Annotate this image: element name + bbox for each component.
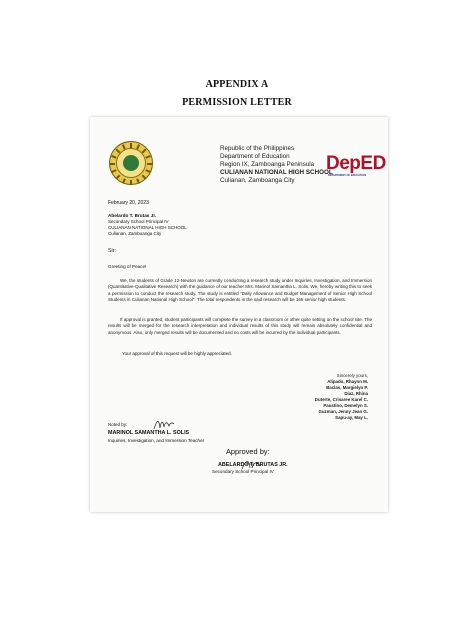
signatory-7: Sapu-ay, May L. [335, 415, 368, 420]
deped-logo-text: DepED [326, 153, 386, 174]
noted-by-title: Inquiries, Investigation, and Immersion Teacher [108, 438, 205, 443]
deped-logo-subtext: DEPARTMENT OF EDUCATION [328, 174, 367, 177]
letter-paragraph-2: If approval is granted, student participants will complete the survey in a classroom or other quite setting on the school site. The results will be merged for the research interpretation and individual results of this study will remain absolutely confidential and anonymous. Also, only merged results will be documented and no costs will be incurred by the individual participants. [108, 317, 372, 335]
letterhead-school: CULIANAN NATIONAL HIGH SCHOOL [220, 169, 333, 176]
seal-tick [122, 144, 126, 149]
seal-tick [115, 175, 120, 180]
signatory-3: Diaz, Rhina [344, 391, 368, 396]
seal-tick [136, 178, 140, 183]
sincerely-label: Sincerely yours, [336, 373, 368, 378]
scanned-letter [90, 117, 388, 512]
letterhead-republic: Republic of the Philippines [220, 145, 295, 152]
approved-by-label: Approved by: [226, 447, 270, 456]
signatory-6: Guzman, Jenny Jean G. [318, 409, 368, 414]
seal-tick [111, 169, 116, 173]
greeting: Greeting of Peace! [108, 264, 147, 269]
signatory-2: Baclas, Margielyn P. [326, 385, 368, 390]
seal-tick [145, 155, 150, 159]
seal-tick [115, 148, 120, 153]
letterhead-department: Department of Education [220, 153, 290, 160]
recipient-name: Abelardo T. Brutas Jr. [108, 213, 157, 218]
approved-by-name: ABELARDO T. BRUTAS JR. [218, 462, 288, 468]
letter-paragraph-1: We, the students of Grade 12-Newton are currently conducting a research study under Inquiries, Investigation, and Immersion (Quantitative-Qualitative Research) with the guidance of our teacher Mrs. Marinol Samantha L. Solis. We, hereby writing this to seek a permission to conduct the research study. The study is entitled "Daily Allowance and Budget Management of Senior High School Students in Culianan National High School". The total respondents in the said research will be 165 senior high students. [108, 278, 372, 302]
appendix-title: APPENDIX A [205, 79, 269, 90]
appendix-subtitle: PERMISSION LETTER [182, 97, 292, 108]
closing-line: Your approval of this request will be highly appreciated. [122, 351, 232, 356]
seal-tick [136, 144, 140, 149]
signatory-5: Paustino, Demelyn S. [323, 403, 368, 408]
seal-tick [111, 155, 116, 159]
recipient-title: Secondary School Principal IV [108, 219, 169, 224]
approved-by-title: Secondary School Principal IV [212, 469, 274, 474]
recipient-school: CULIANAN NATIONAL HIGH SCHOOL [108, 225, 187, 230]
seal-tick [145, 169, 150, 173]
seal-tick [110, 163, 115, 165]
letter-date: February 20, 2023 [108, 200, 149, 206]
letterhead-address: Culianan, Zamboanga City [220, 177, 295, 184]
signatory-4: Duterte, Crisaree Karel C. [314, 397, 368, 402]
seal-tick [142, 148, 147, 153]
seal-tick [142, 175, 147, 180]
school-seal-icon [109, 141, 153, 185]
signatory-1: Alipado, Rhaynn M. [327, 379, 368, 384]
letterhead-region: Region IX, Zamboanga Peninsula [220, 161, 315, 168]
seal-tick [130, 143, 132, 148]
noted-by-name: MARINOL SAMANTHA L. SOLIS [108, 430, 190, 436]
seal-tick [130, 180, 132, 185]
noted-by-label: Noted by: [108, 422, 128, 427]
salutation: Sir: [108, 248, 116, 254]
seal-tick [122, 178, 126, 183]
seal-tick [147, 163, 152, 165]
recipient-address: Culianan, Zamboanga City [108, 231, 162, 236]
deped-logo-icon [326, 153, 386, 183]
